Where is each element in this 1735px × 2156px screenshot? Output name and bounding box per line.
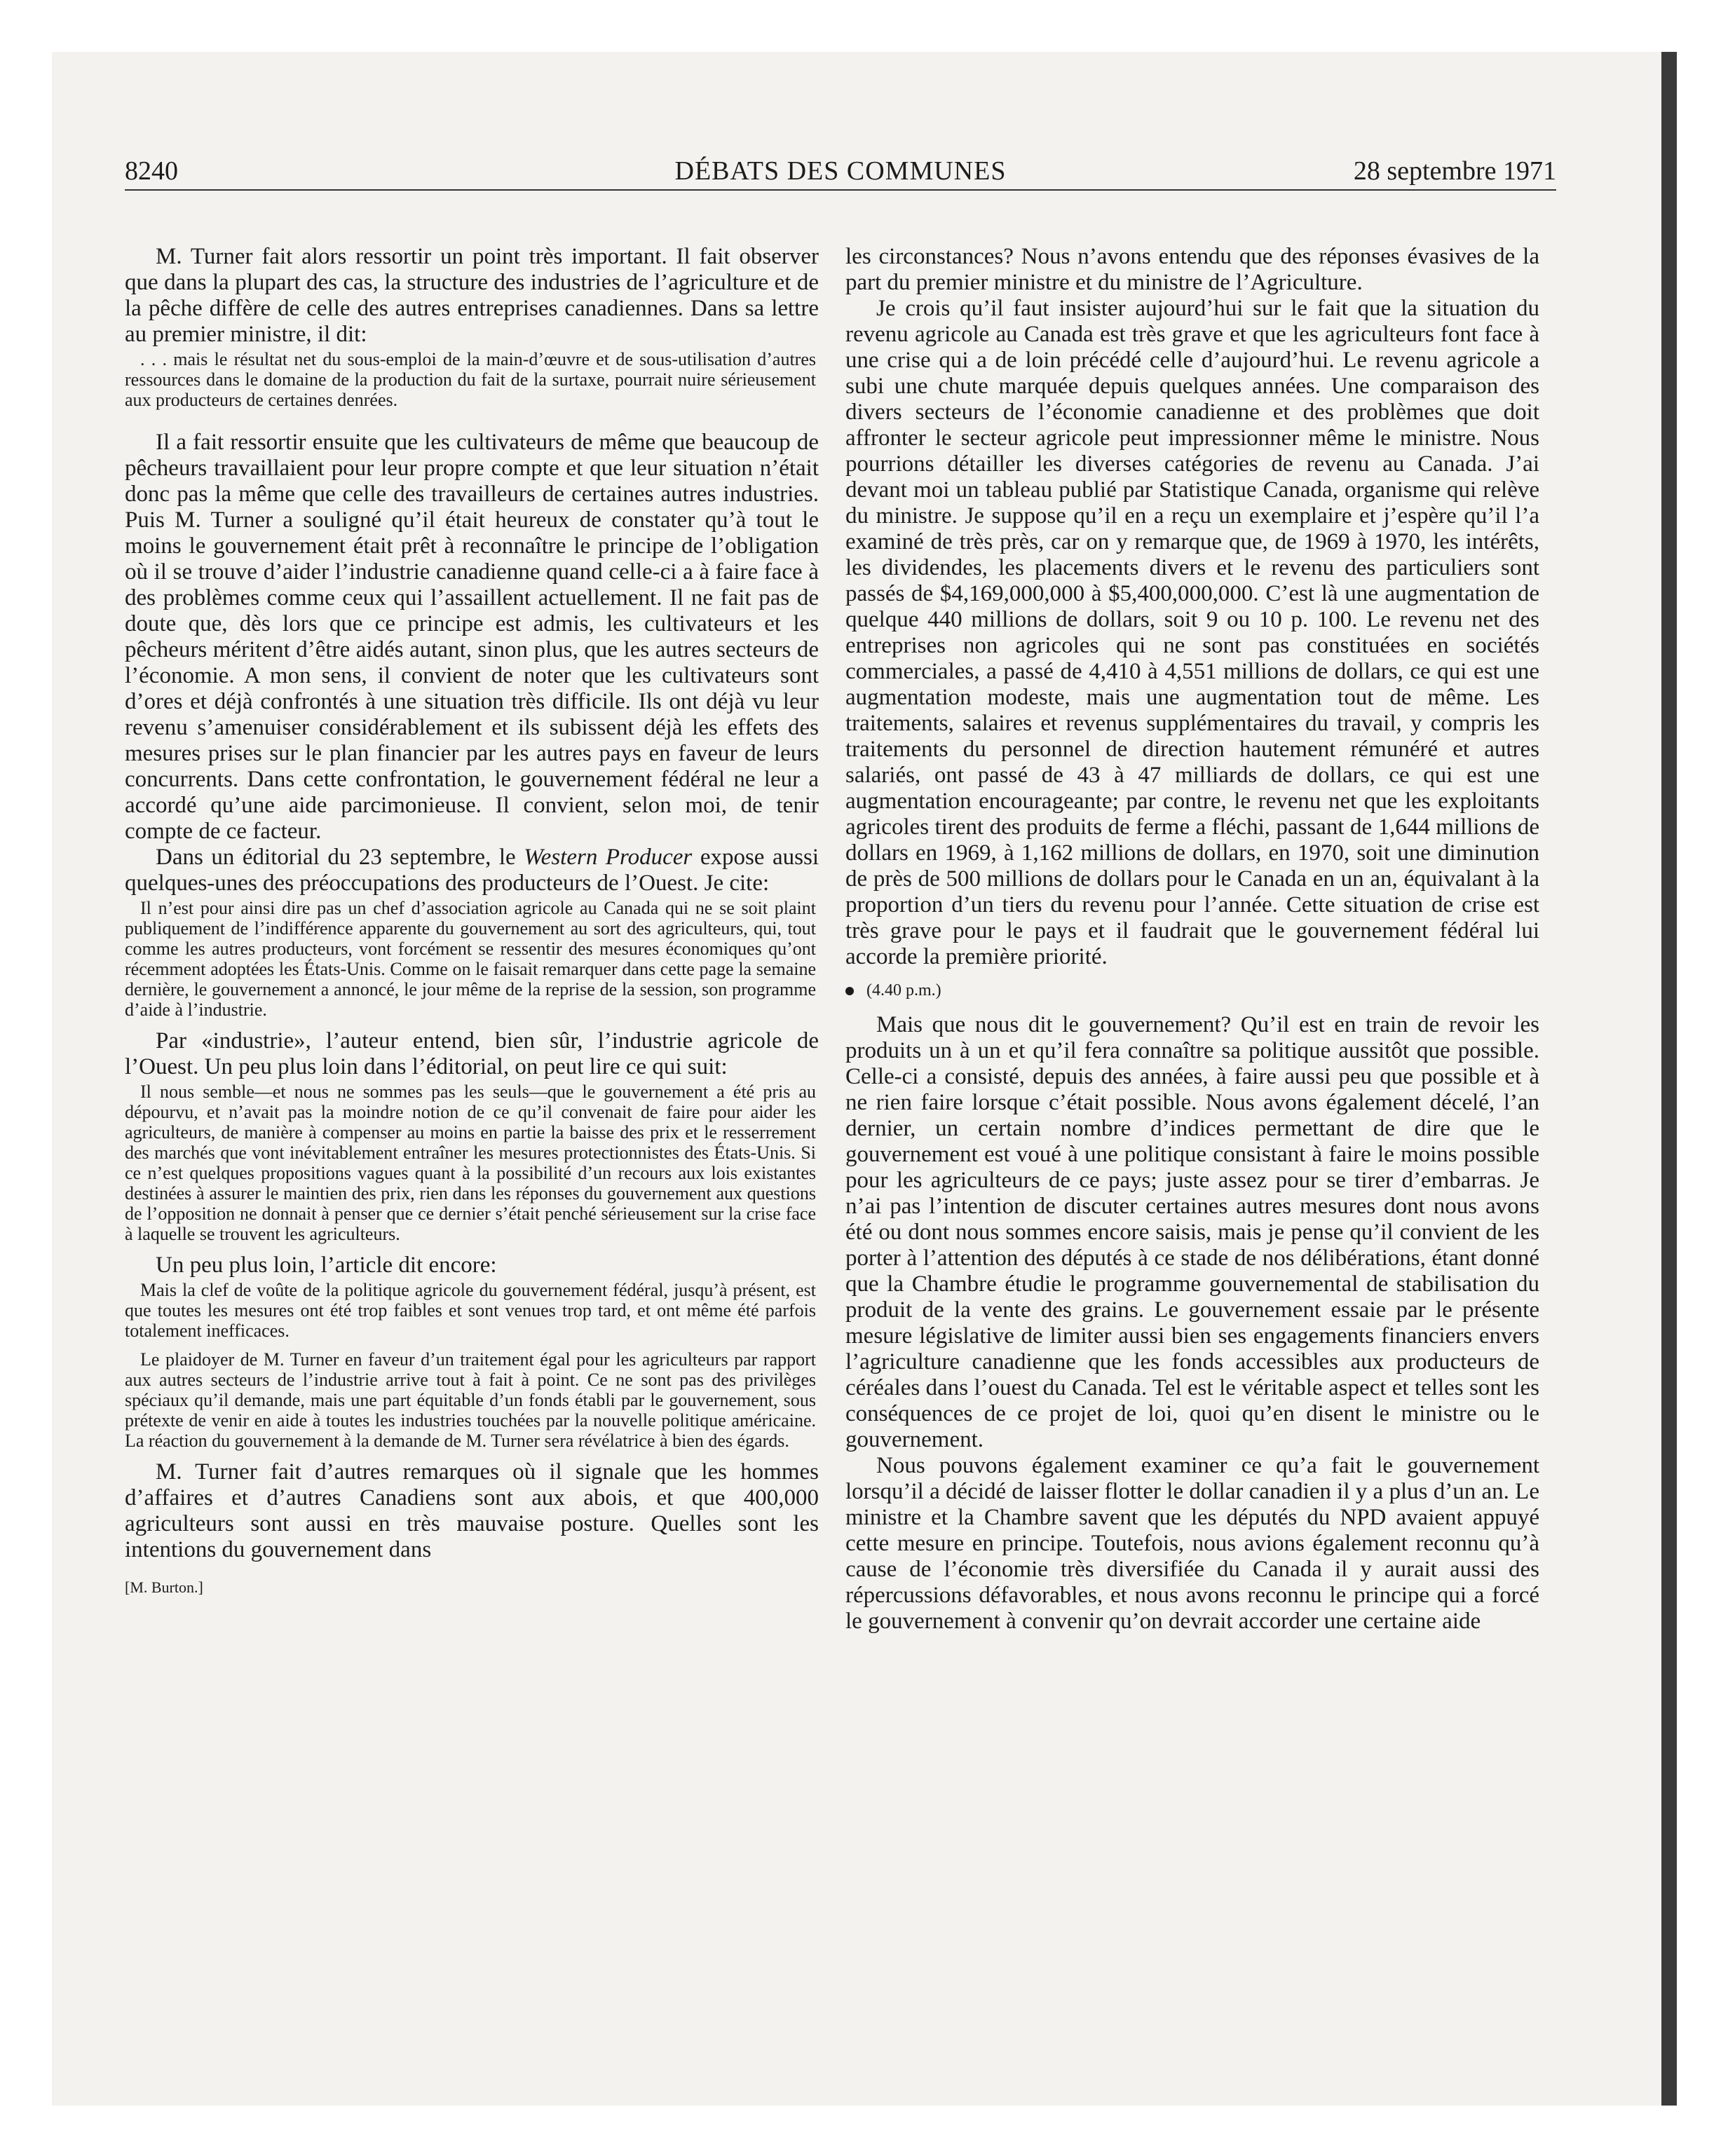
paragraph-text: expose aussi quelques-unes des préoccupations des producteurs de l’Ouest. Je cite: [125, 845, 819, 896]
speaker-note: [M. Burton.] [125, 1578, 203, 1596]
paragraph: Mais que nous dit le gouvernement? Qu’il est en train de revoir les produits un à un et qu’il fera connaître sa politique aussitôt que possible. Celle-ci a consisté, depuis des années, à faire aussi peu que possible et à ne rien faire lorsque c’était possible. Nous avons également décelé, l’an dernier, un certain nombre d’indices permettant de dire que le gouvernement est voué à une politique consistant à faire le moins possible pour les agriculteurs de ce pays; juste assez pour se tirer d’embarras. Je n’ai pas l’intention de discuter certaines autres mesures dont nous avons été ou dont nous sommes encore saisis, mais je pense qu’il convient de les porter à l’attention des députés à ce stade de nos délibérations, étant donné que la Chambre étudie le programme gouvernemental de stabilisation du produit de la vente des grains. Le gouvernement essaie par le présente mesure législative de limiter aussi bien ses engagements financiers envers l’agriculture canadienne que les fonds accessibles aux producteurs de céréales dans l’ouest du Canada. Tel est le véritable aspect et telles sont les conséquences de ce projet de loi, quoi qu’en disent le ministre ou le gouvernement. [845, 1012, 1539, 1452]
page-date: 28 septembre 1971 [1353, 156, 1556, 186]
page-header [125, 153, 1556, 191]
time-text: (4.40 p.m.) [866, 981, 941, 999]
paragraph: Je crois qu’il faut insister aujourd’hui sur le fait que la situation du revenu agricole au Canada est très grave et que les agriculteurs font face à une crise qui a de loin précédé celle d’aujourd’hui. Le revenu agricole a subi une chute marquée depuis quelques années. Une comparaison des divers secteurs de l’économie canadienne et des problèmes que doit affronter le secteur agricole peut impressionner même le ministre. Nous pourrions détailler les diverses catégories de revenu au Canada. J’ai devant moi un tableau publié par Statistique Canada, organisme qui relève du ministre. Je suppose qu’il en a reçu un exemplaire et j’espère qu’il l’a examiné de très près, car on y remarque que, de 1969 à 1970, les intérêts, les dividendes, les placements divers et le revenu des particuliers sont passés de $4,169,000,000 à $5,400,000,000. C’est là une augmentation de quelque 440 millions de dollars, soit 9 ou 10 p. 100. Le revenu net des entreprises non agricoles qui ne sont pas constituées en sociétés commerciales, a passé de 4,410 à 4,551 millions de dollars, ce qui est une augmentation modeste, mais une augmentation tout de même. Les traitements, salaires et revenus supplémentaires du travail, y compris les traitements du personnel de direction hautement rémunéré et autres salariés, ont passé de 43 à 47 milliards de dollars, ce qui est une augmentation encourageante; par contre, le revenu net que les exploitants agricoles tirent des produits de ferme a fléchi, passant de 1,644 millions de dollars en 1969, à 1,162 millions de dollars, en 1970, soit une diminution de près de 500 millions de dollars pour le Canada en un an, équivalant à la proportion d’un tiers du revenu pour l’année. Cette situation de crise est très grave pour le pays et il faudrait que le gouvernement fédéral lui accorde la première priorité. [845, 296, 1539, 969]
paragraph: Il a fait ressortir ensuite que les cultivateurs de même que beaucoup de pêcheurs travaillaient pour leur propre compte et que leur situation n’était donc pas la même que celle des travailleurs de certaines autres industries. Puis M. Turner a souligné qu’il était heureux de constater qu’à tout le moins le gouvernement était prêt à reconnaître le principe de l’obligation où il se trouve d’aider l’industrie canadienne quand celle-ci a à faire face à des problèmes comme ceux qui l’assaillent actuellement. Il ne fait pas de doute que, dès lors que ce principe est admis, les cultivateurs et les pêcheurs méritent d’être aidés autant, sinon plus, que les autres secteurs de l’économie. A mon sens, il convient de noter que les cultivateurs sont d’ores et déjà confrontés à une situation très difficile. Ils ont déjà vu leur revenu s’amenuiser considérablement et ils subissent déjà les effets des mesures prises sur le plan financier par les autres pays en faveur de leurs concurrents. Dans cette confrontation, le gouvernement fédéral ne leur a accordé qu’une aide parcimonieuse. Il convient, selon moi, de tenir compte de ce facteur. [125, 430, 819, 844]
paragraph: Un peu plus loin, l’article dit encore: [156, 1253, 497, 1278]
paragraph: Nous pouvons également examiner ce qu’a fait le gouvernement lorsqu’il a décidé de laisser flotter le dollar canadien il y a plus d’un an. Le ministre et la Chambre savent que les députés du NPD avaient appuyé cette mesure en principe. Toutefois, nous avions également reconnu qu’à cause de l’économie très diversifiée du Canada il y aurait aussi des répercussions défavorables, et nous avons reconnu le principe qui a forcé le gouvernement à convenir qu’on devrait accorder une certaine aide [845, 1453, 1539, 1634]
block-quote: Il n’est pour ainsi dire pas un chef d’association agricole au Canada qui ne se soit plaint publiquement de l’indifférence apparente du gouvernement au sort des agriculteurs, qui, tout comme les autres producteurs, vont forcément se ressentir des mesures économiques qu’ont récemment adoptées les États-Unis. Comme on le faisait remarquer dans cette page la semaine dernière, le gouvernement a annoncé, le jour même de la reprise de la session, son programme d’aide à l’industrie. [125, 898, 816, 1020]
bullet-icon [845, 987, 854, 995]
paragraph [125, 845, 819, 896]
left-column [125, 244, 819, 1597]
page-title: DÉBATS DES COMMUNES [674, 156, 1007, 186]
block-quote: Il nous semble—et nous ne sommes pas les seuls—que le gouvernement a été pris au dépourvu, et n’avait pas la moindre notion de ce qu’il convenait de faire pour aider les agriculteurs, de manière à compenser au moins en partie la baisse des prix et le resserrement des marchés que vont inévitablement entraîner les mesures protectionnistes des États-Unis. Si ce n’est quelques propositions vagues quant à la possibilité d’un recours aux lois existantes destinées à assurer le maintien des prix, rien dans les réponses du gouvernement aux questions de l’opposition ne donnait à penser que ce dernier s’était penché sérieusement sur la crise face à laquelle se trouvent les agriculteurs. [125, 1082, 816, 1244]
paragraph: les circonstances? Nous n’avons entendu que des réponses évasives de la part du premier ministre et du ministre de l’Agriculture. [845, 244, 1539, 295]
block-quote: Le plaidoyer de M. Turner en faveur d’un traitement égal pour les agriculteurs par rapport aux autres secteurs de l’industrie arrive tout à fait à point. Ce ne sont pas des privilèges spéciaux qu’il demande, mais une part équitable d’un fonds établi par le gouvernement, sous prétexte de venir en aide à toutes les industries touchées par la nouvelle politique américaine. La réaction du gouvernement à la demande de M. Turner sera révélatrice à bien des égards. [125, 1349, 816, 1451]
paragraph: Par «industrie», l’auteur entend, bien sûr, l’industrie agricole de l’Ouest. Un peu plus loin dans l’éditorial, on peut lire ce qui suit: [125, 1028, 819, 1079]
paragraph-text: Dans un éditorial du 23 septembre, le [156, 845, 524, 870]
scan-edge-shadow [1661, 52, 1677, 2106]
block-quote: Mais la clef de voûte de la politique agricole du gouvernement fédéral, jusqu’à présent, est que toutes les mesures ont été trop faibles et sont venues trop tard, et ont même été parfois totalement inefficaces. [125, 1280, 816, 1341]
paragraph: M. Turner fait d’autres remarques où il signale que les hommes d’affaires et d’autres Canadiens sont aux abois, et que 400,000 agriculteurs sont aussi en très mauvaise posture. Quelles sont les intentions du gouvernement dans [125, 1459, 819, 1562]
paragraph: M. Turner fait alors ressortir un point très important. Il fait observer que dans la plupart des cas, la structure des industries de l’agriculture et de la pêche diffère de celle des autres entreprises canadiennes. Dans sa lettre au premier ministre, il dit: [125, 244, 819, 347]
publication-name: Western Producer [524, 845, 693, 870]
block-quote: . . . mais le résultat net du sous-emploi de la main-d’œuvre et de sous-utilisation d’autres ressources dans le domaine de la production du fait de la surtaxe, pourrait nuire sérieusement aux producteurs de certaines denrées. [125, 349, 816, 410]
page-number: 8240 [125, 156, 178, 186]
right-column [845, 244, 1539, 1635]
time-stamp [845, 980, 1539, 1001]
